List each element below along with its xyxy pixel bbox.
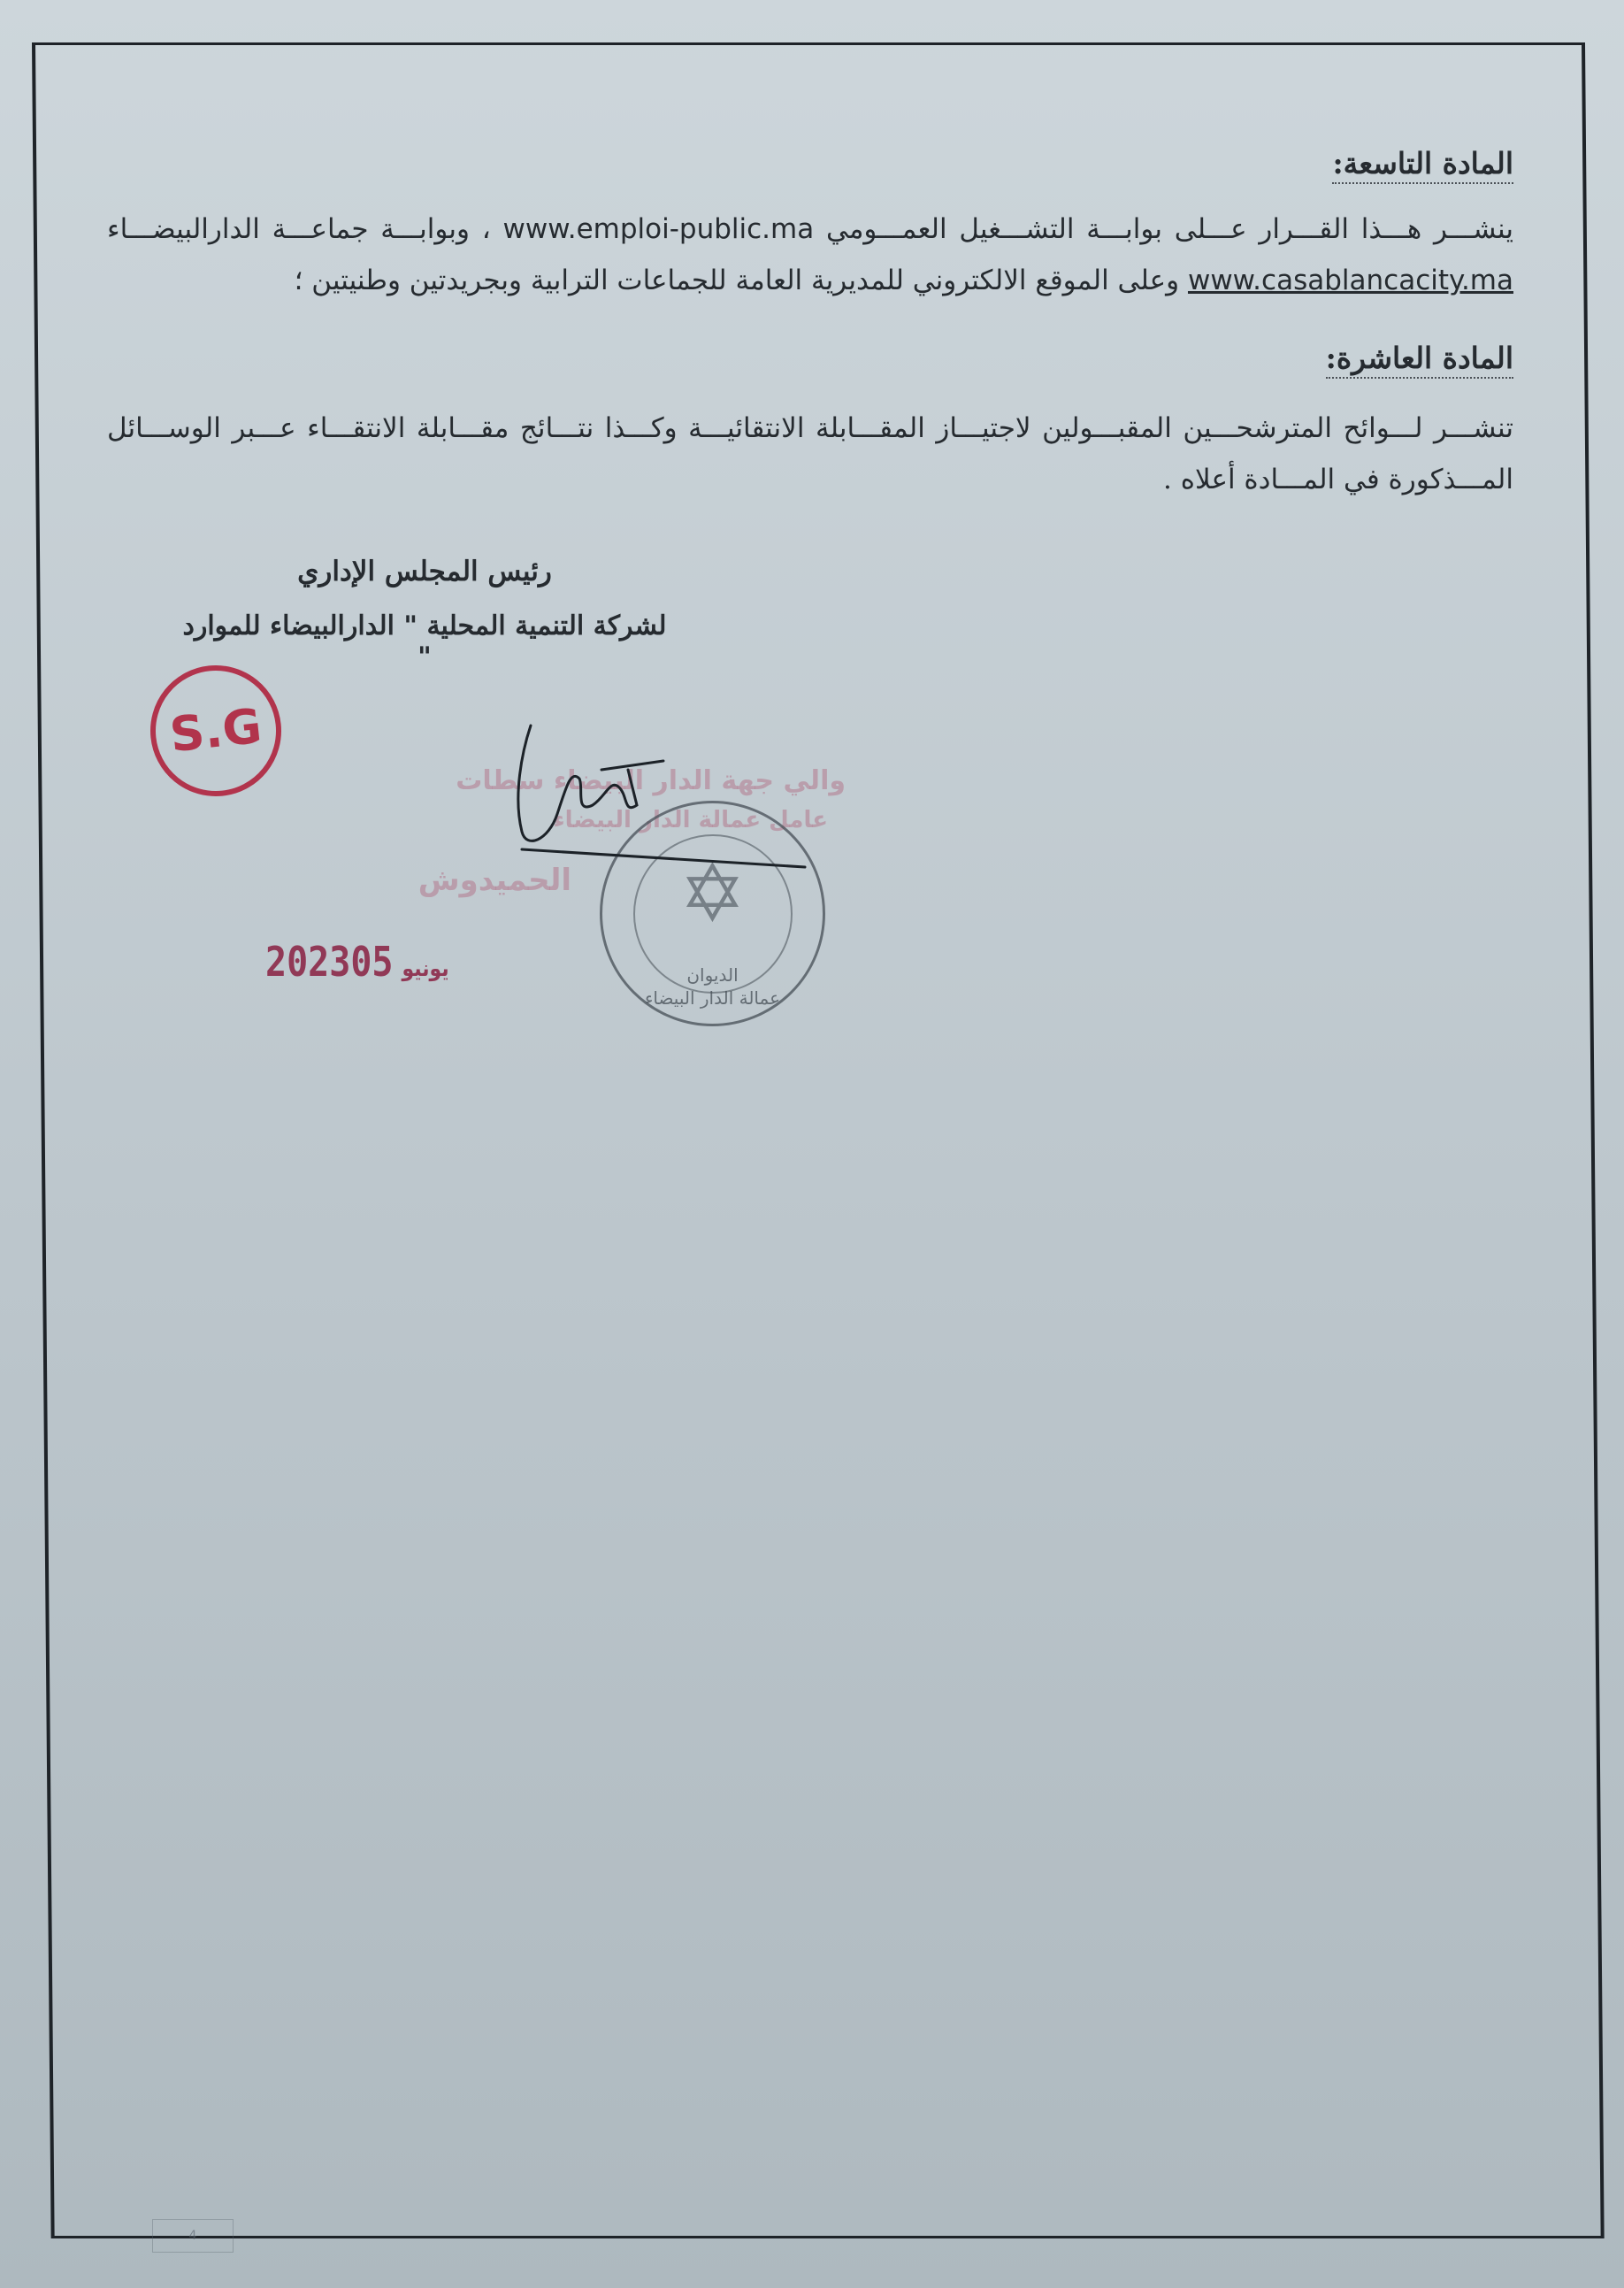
article-9-paragraph xyxy=(107,203,1513,306)
handwritten-signature xyxy=(495,717,814,894)
page-number: 4 xyxy=(152,2219,234,2253)
date-year: 2023 xyxy=(265,939,351,987)
date-month: يونيو xyxy=(402,956,449,982)
article-9-text-part-2: ، وبوابـــة جماعـــة الدارالبيضـــاء xyxy=(107,213,503,245)
casablancacity-url: www.casablancacity.ma xyxy=(1187,265,1513,296)
faded-stamp-name: الحميدوش xyxy=(417,863,571,898)
signatory-organization: لشركة التنمية المحلية " الدارالبيضاء للموارد " xyxy=(182,610,667,672)
date-day: 05 xyxy=(350,939,394,987)
seal-label-2: عمالة الدار البيضاء xyxy=(644,987,781,1009)
article-9-text-part-1: ينشـــر هـــذا القـــرار عـــلى بوابـــة التشـــغيل العمـــومي xyxy=(814,213,1514,245)
article-9-text-part-3: وعلى الموقع الالكتروني للمديرية العامة للجماعات الترابية وبجريدتين وطنيتين ؛ xyxy=(294,265,1188,296)
article-9-heading: المادة التاسعة: xyxy=(1332,146,1513,184)
signatory-title: رئيس المجلس الإداري xyxy=(297,556,552,587)
faded-stamp-line-1: والي جهة الدار البيضاء سطات xyxy=(456,765,846,796)
article-10-paragraph: تنشـــر لـــوائح المترشحـــين المقبـــولين لاجتيـــاز المقـــابلة الانتقائيـــة وكـــذا نتـــائج مقـــابلة الانتقـــاء عـــبر الوســـائل المـــذكورة في المـــادة أعلاه . xyxy=(107,412,1513,495)
star-icon: ✡ xyxy=(678,848,747,941)
sg-stamp: S.G xyxy=(144,659,288,803)
seal-label-1: الديوان xyxy=(686,964,739,986)
article-10-heading: المادة العاشرة: xyxy=(1326,341,1513,379)
faded-stamp-line-2: عامل عمالة الدار البيضاء xyxy=(553,807,828,833)
date-stamp xyxy=(265,940,458,987)
emploi-public-url: www.emploi-public.ma xyxy=(502,213,815,245)
